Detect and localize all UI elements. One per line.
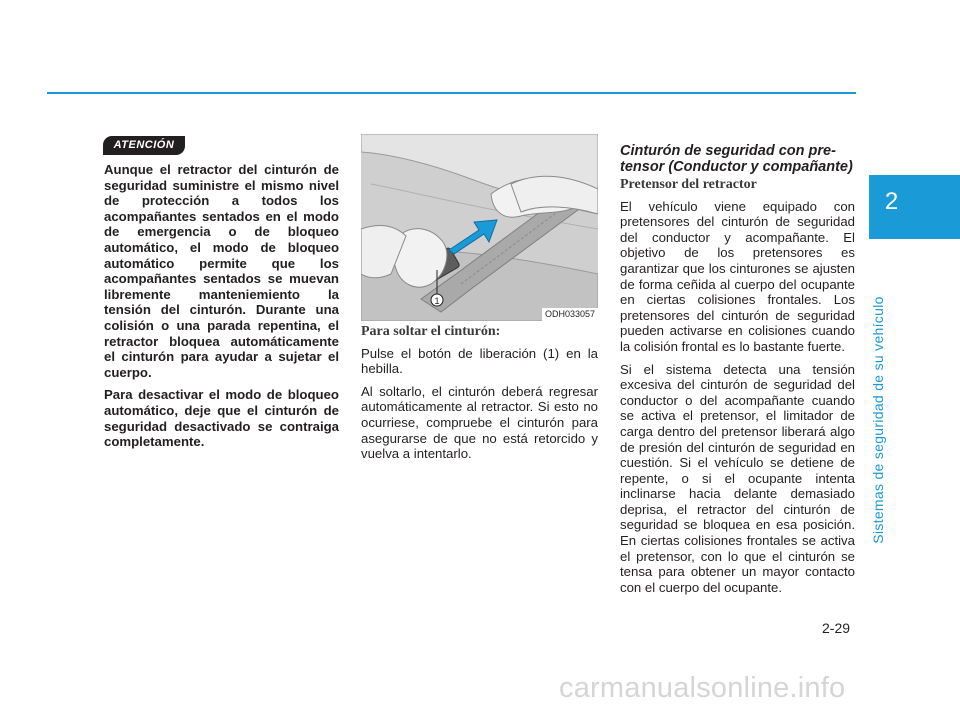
chapter-number: 2 bbox=[884, 188, 899, 215]
watermark: carmanualsonline.info bbox=[559, 672, 846, 704]
pretensioner-title-line1: Cinturón de seguridad con pre- bbox=[620, 143, 836, 159]
chapter-title-text: Sistemas de seguridad de su vehículo bbox=[870, 296, 886, 544]
illustration-drawing bbox=[361, 134, 598, 321]
release-paragraph-1: Pulse el botón de liberación (1) en la hebilla. bbox=[361, 345, 598, 377]
page-number: 2-29 bbox=[822, 620, 851, 636]
figure-code: ODH033057 bbox=[542, 308, 598, 321]
header-rule bbox=[47, 92, 856, 94]
pretensioner-paragraph-2: Si el sistema detecta una tensión excesiva del cinturón de seguridad del conductor o del acompañante cuando se activa el pretensor, el limitador de carga dentro del pretensor liberará algo de presión del cinturón de seguridad en cuestión. Si el vehículo se detiene de repente, o si el ocupante intenta inclinarse hacia delante demasiado deprisa, el retractor del cinturón de seguridad se bloquea en esa posición. En ciertas colisiones frontales se activa el pretensor, con lo que el cinturón se tensa para obtener un mayor contacto con el cuerpo del ocupante. bbox=[620, 361, 855, 595]
pretensioner-title-line2: tensor (Conductor y compañante) bbox=[620, 158, 853, 175]
pretensioner-subheading: Pretensor del retractor bbox=[620, 177, 757, 192]
warning-badge: ATENCIÓN bbox=[103, 136, 185, 155]
callout-number: 1 bbox=[434, 296, 440, 306]
pretensioner-title bbox=[620, 144, 855, 175]
warning-text bbox=[104, 162, 339, 457]
pretensioner-paragraph-1: El vehículo viene equipado con pretensores del cinturón de seguridad del conductor y acompañante. El objetivo de los pretensores es garantizar que los cinturones se ajusten de forma ceñida al cuerpo del ocupante en ciertas colisiones frontales. Los pretensores del cinturón de seguridad pueden activarse en colisiones cuando la colisión frontal es lo bastante fuerte. bbox=[620, 198, 855, 354]
release-section bbox=[361, 324, 598, 469]
release-heading: Para soltar el cinturón: bbox=[361, 324, 501, 339]
pretensioner-section bbox=[620, 144, 855, 602]
warning-paragraph-1: Aunque el retractor del cinturón de seguridad suministre el mismo nivel de protección a todos los acompañantes sentados en el modo de emergencia o de bloqueo automático, el modo de bloqueo automático permite que los acompañantes sentados se muevan libremente manteniemiento la tensión del cinturón. Durante una colisión o una parada repentina, el retractor bloquea automáticamente el cinturón para ayudar a sujetar el cuerpo. bbox=[104, 162, 339, 380]
release-paragraph-2: Al soltarlo, el cinturón deberá regresar automáticamente al retractor. Si esto no ocurriese, compruebe el cinturón para asegurarse de que no está retorcido y vuelva a intentarlo. bbox=[361, 383, 598, 462]
warning-paragraph-2: Para desactivar el modo de bloqueo automático, deje que el cinturón de seguridad desactivado se contraiga completamente. bbox=[104, 387, 339, 450]
seatbelt-buckle-illustration bbox=[361, 134, 598, 321]
